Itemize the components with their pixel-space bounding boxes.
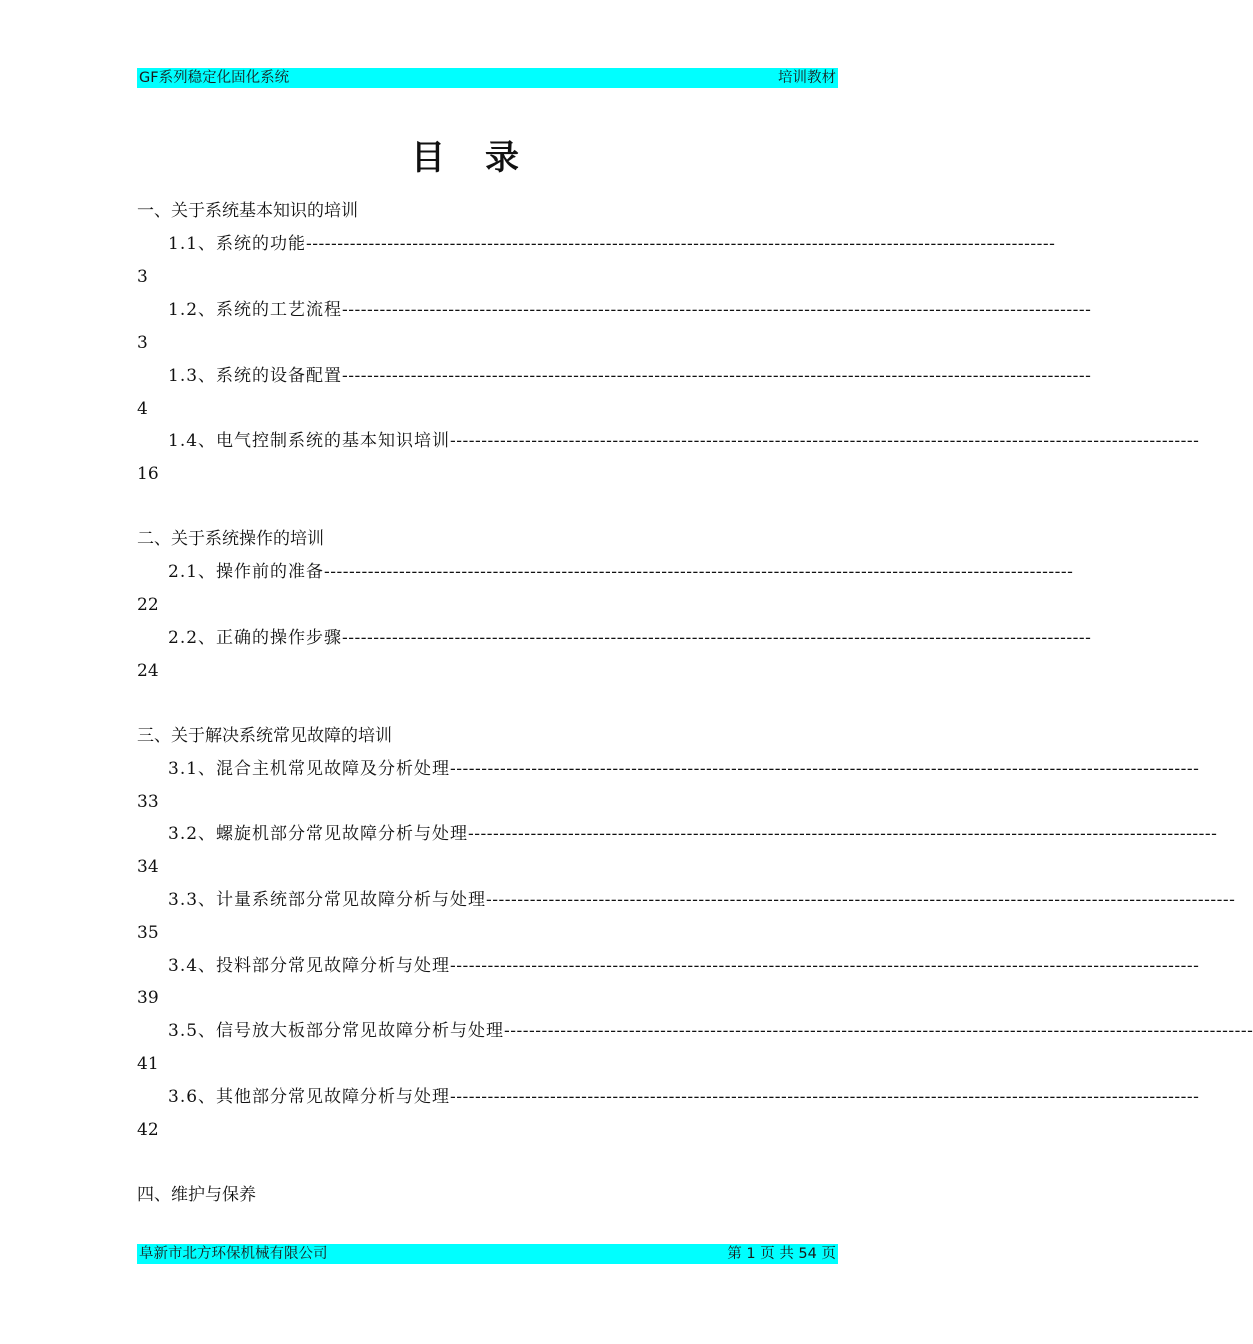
header-doc-title: GF系列稳定化固化系统 xyxy=(139,70,290,86)
header-doc-type: 培训教材 xyxy=(778,70,836,86)
toc-section-1[interactable]: 一、关于系统基本知识的培训 xyxy=(137,201,358,221)
toc-entry-1-4[interactable] xyxy=(168,430,1200,452)
footer-page-count: 第 1 页 共 54 页 xyxy=(727,1246,836,1262)
toc-entry-label: 3.5、信号放大板部分常见故障分析与处理 xyxy=(168,1021,505,1041)
toc-entry-page: 39 xyxy=(137,988,159,1008)
toc-title: 目录 xyxy=(411,138,559,178)
toc-section-4[interactable]: 四、维护与保养 xyxy=(137,1185,256,1205)
toc-entry-3-1[interactable] xyxy=(168,758,1200,780)
dot-leader: ------------------------------------------------------------------------------------------------------------------------ xyxy=(306,234,1056,254)
dot-leader: ------------------------------------------------------------------------------------------------------------------------ xyxy=(342,628,1092,648)
dot-leader: ------------------------------------------------------------------------------------------------------------------------ xyxy=(450,431,1200,451)
dot-leader: ------------------------------------------------------------------------------------------------------------------------ xyxy=(342,366,1092,386)
toc-entry-3-4[interactable] xyxy=(168,955,1200,977)
toc-entry-page: 42 xyxy=(137,1120,159,1140)
toc-entry-page: 33 xyxy=(137,792,159,812)
toc-entry-page: 24 xyxy=(137,661,159,681)
footer-company: 阜新市北方环保机械有限公司 xyxy=(139,1246,328,1262)
dot-leader: ------------------------------------------------------------------------------------------------------------------------ xyxy=(504,1021,1253,1041)
toc-entry-page: 4 xyxy=(137,399,148,419)
toc-entry-page: 41 xyxy=(137,1054,159,1074)
toc-entry-3-2[interactable] xyxy=(168,823,1218,845)
dot-leader: ------------------------------------------------------------------------------------------------------------------------ xyxy=(342,300,1092,320)
toc-entry-1-2[interactable] xyxy=(168,299,1092,321)
toc-entry-1-3[interactable] xyxy=(168,365,1092,387)
toc-entry-page: 22 xyxy=(137,595,159,615)
toc-entry-page: 34 xyxy=(137,857,159,877)
toc-entry-2-1[interactable] xyxy=(168,561,1074,583)
toc-entry-label: 3.3、计量系统部分常见故障分析与处理 xyxy=(168,890,487,910)
dot-leader: ------------------------------------------------------------------------------------------------------------------------ xyxy=(450,956,1200,976)
dot-leader: ------------------------------------------------------------------------------------------------------------------------ xyxy=(450,1087,1200,1107)
toc-entry-label: 1.2、系统的工艺流程 xyxy=(168,300,343,320)
toc-entry-page: 3 xyxy=(137,267,148,287)
toc-entry-page: 16 xyxy=(137,464,159,484)
toc-entry-3-6[interactable] xyxy=(168,1086,1200,1108)
toc-entry-label: 1.1、系统的功能 xyxy=(168,234,307,254)
dot-leader: ------------------------------------------------------------------------------------------------------------------------ xyxy=(450,759,1200,779)
toc-section-2[interactable]: 二、关于系统操作的培训 xyxy=(137,529,324,549)
toc-entry-label: 1.3、系统的设备配置 xyxy=(168,366,343,386)
dot-leader: ------------------------------------------------------------------------------------------------------------------------ xyxy=(468,824,1218,844)
toc-entry-2-2[interactable] xyxy=(168,627,1092,649)
toc-entry-label: 2.1、操作前的准备 xyxy=(168,562,325,582)
toc-entry-1-1[interactable] xyxy=(168,233,1056,255)
dot-leader: ------------------------------------------------------------------------------------------------------------------------ xyxy=(486,890,1236,910)
toc-entry-label: 1.4、电气控制系统的基本知识培训 xyxy=(168,431,451,451)
toc-entry-3-5[interactable] xyxy=(168,1020,1253,1042)
dot-leader: ------------------------------------------------------------------------------------------------------------------------ xyxy=(324,562,1074,582)
toc-entry-label: 3.1、混合主机常见故障及分析处理 xyxy=(168,759,451,779)
toc-entry-3-3[interactable] xyxy=(168,889,1236,911)
toc-section-3[interactable]: 三、关于解决系统常见故障的培训 xyxy=(137,726,392,746)
toc-entry-label: 2.2、正确的操作步骤 xyxy=(168,628,343,648)
toc-entry-label: 3.6、其他部分常见故障分析与处理 xyxy=(168,1087,451,1107)
toc-entry-page: 35 xyxy=(137,923,159,943)
toc-entry-page: 3 xyxy=(137,333,148,353)
page-header xyxy=(137,68,838,88)
page-footer xyxy=(137,1244,838,1264)
toc-entry-label: 3.2、螺旋机部分常见故障分析与处理 xyxy=(168,824,469,844)
toc-entry-label: 3.4、投料部分常见故障分析与处理 xyxy=(168,956,451,976)
